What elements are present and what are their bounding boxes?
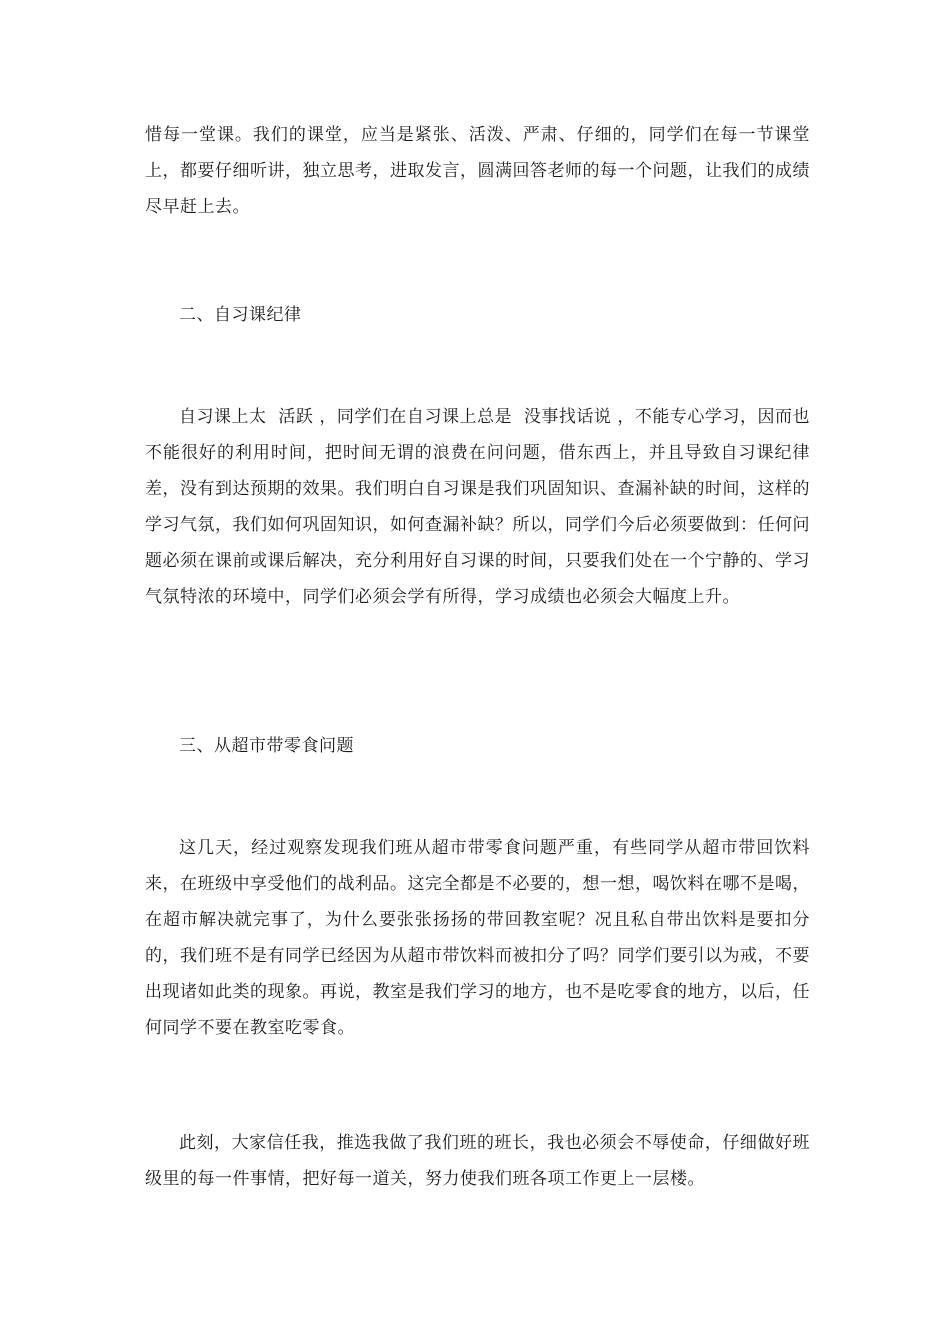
paragraph-text: 自习课上太 活跃 ，同学们在自习课上总是 没事找话说 ，不能专心学习，因而也不能很好的利用时间，把时间无谓的浪费在问问题，借东西上，并且导致自习课纪律差，没有到达预期的效果。我们明白自习课是我们巩固知识、查漏补缺的时间，这样的学习气氛，我们如何巩固知识，如何查漏补缺？所以，同学们今后必须要做到：任何问题必须在课前或课后解决，充分利用好自习课的时间，只要我们处在一个宁静的、学习气氛特浓的环境中，同学们必须会学有所得，学习成绩也必须会大幅度上升。 <box>145 407 810 607</box>
paragraph-text: 这几天，经过观察发现我们班从超市带零食问题严重，有些同学从超市带回饮料来，在班级中享受他们的战利品。这完全都是不必要的，想一想，喝饮料在哪不是喝，在超市解决就完事了，为什么要张张扬扬的带回教室呢？况且私自带出饮料是要扣分的，我们班不是有同学已经因为从超市带饮料而被扣分了吗？同学们要引以为戒，不要出现诸如此类的现象。再说，教室是我们学习的地方，也不是吃零食的地方，以后，任何同学不要在教室吃零食。 <box>145 838 810 1038</box>
heading-text: 二、自习课纪律 <box>179 305 302 325</box>
paragraph-text: 此刻，大家信任我，推选我做了我们班的班长，我也必须会不辱使命，仔细做好班级里的每一件事情，把好每一道关，努力使我们班各项工作更上一层楼。 <box>145 1133 810 1189</box>
paragraph-text: 惜每一堂课。我们的课堂，应当是紧张、活泼、严肃、仔细的，同学们在每一节课堂上，都要仔细听讲，独立思考，进取发言，圆满回答老师的每一个问题，让我们的成绩尽早赶上去。 <box>145 125 810 217</box>
section-heading-self-study <box>145 297 810 333</box>
paragraph-self-study <box>145 399 810 615</box>
section-heading-snacks <box>145 728 810 764</box>
paragraph-continuation <box>145 117 810 225</box>
heading-text: 三、从超市带零食问题 <box>179 736 354 756</box>
paragraph-closing <box>145 1125 810 1197</box>
paragraph-snacks <box>145 830 810 1046</box>
